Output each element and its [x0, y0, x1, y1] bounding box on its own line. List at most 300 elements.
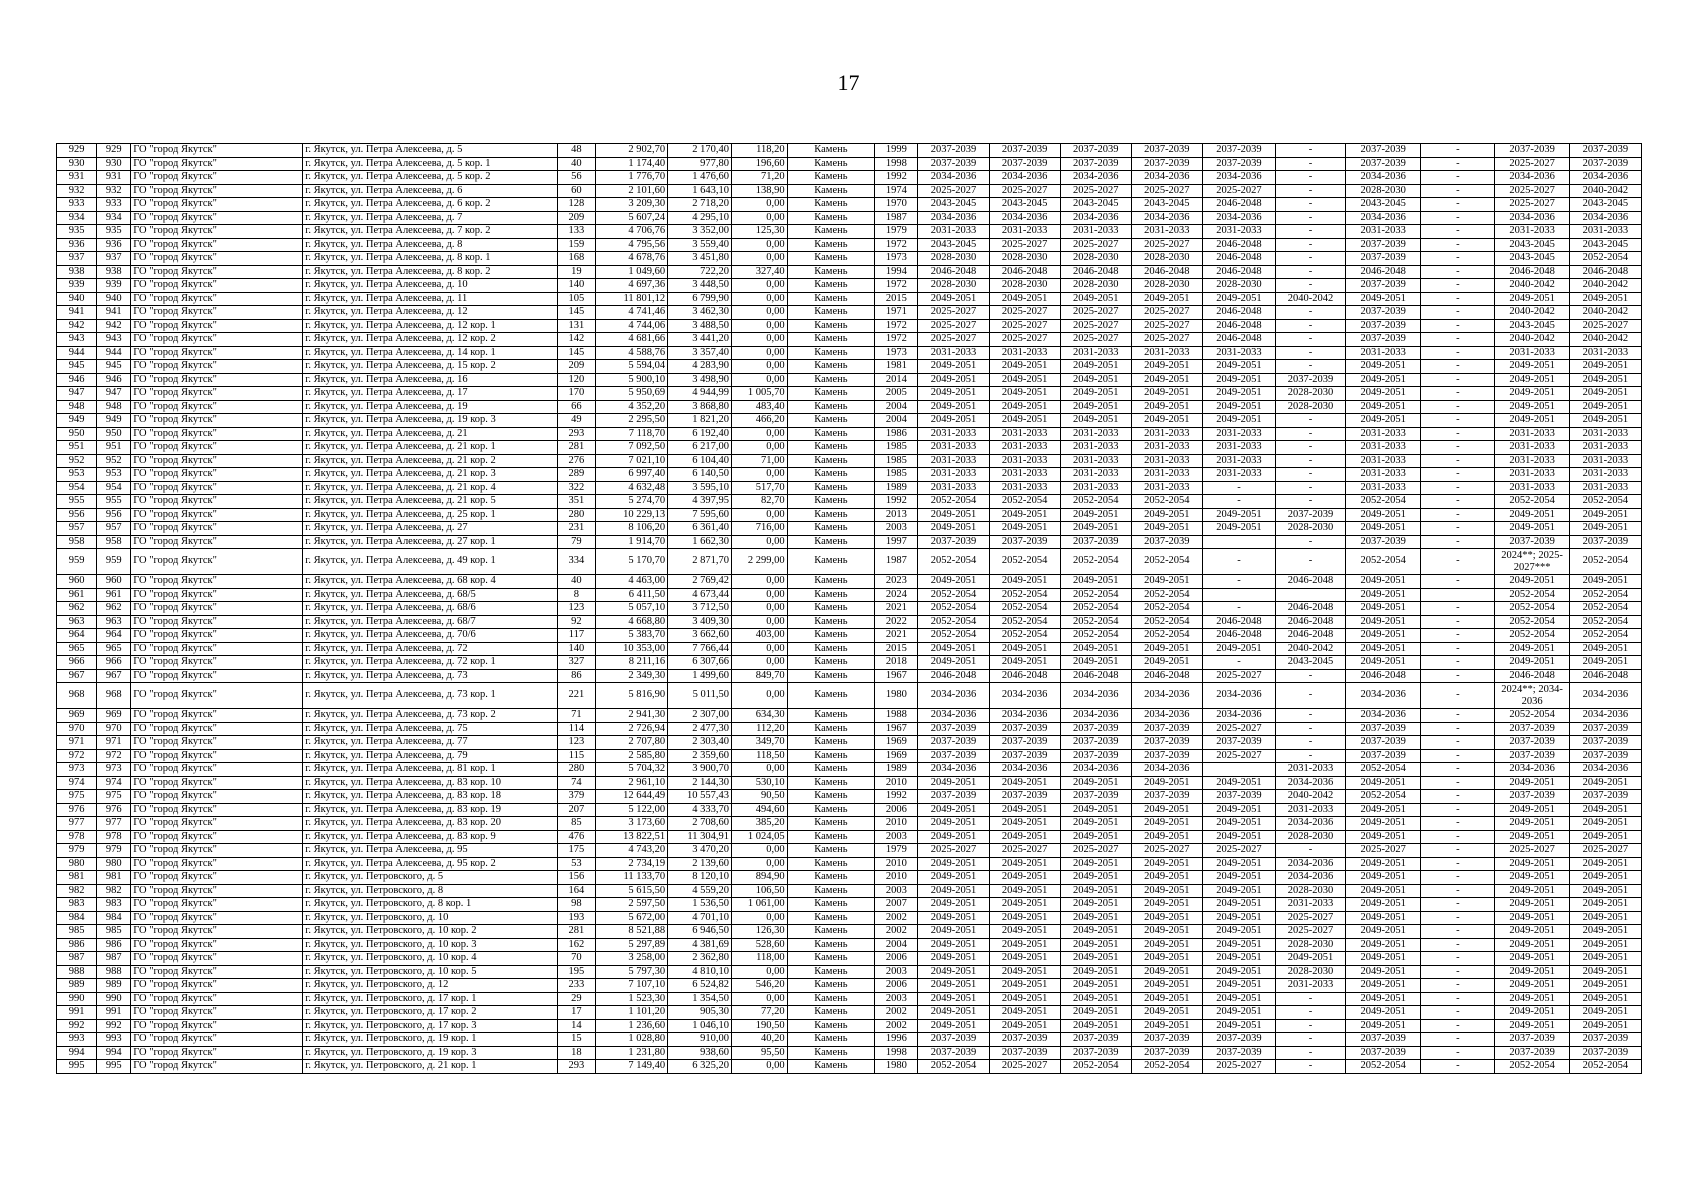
cell-period-4: 2052-2054	[1131, 629, 1202, 643]
table-row	[57, 306, 1642, 320]
cell-wall-material: Камень	[787, 722, 875, 736]
cell-municipality: ГО "город Якутск"	[131, 629, 303, 643]
cell-period-7: 2049-2051	[1346, 884, 1421, 898]
cell-period-6: 2046-2048	[1276, 602, 1346, 616]
cell-living-area: 1 354,50	[668, 992, 732, 1006]
cell-total-area: 1 776,70	[595, 171, 667, 185]
cell-period-1: 2028-2030	[918, 279, 989, 293]
cell-period-10: 2049-2051	[1569, 965, 1641, 979]
cell-period-10: 2052-2054	[1569, 588, 1641, 602]
cell-house-number: 989	[97, 979, 131, 993]
cell-period-9: 2052-2054	[1495, 629, 1569, 643]
cell-row-index: 987	[57, 952, 97, 966]
cell-year-built: 2004	[875, 414, 918, 428]
cell-house-number: 932	[97, 184, 131, 198]
table-row	[57, 171, 1642, 185]
cell-period-6: -	[1276, 1060, 1346, 1074]
cell-address: г. Якутск, ул. Петра Алексеева, д. 83 кор. 20	[303, 817, 558, 831]
cell-wall-material: Камень	[787, 575, 875, 589]
cell-period-4: 2031-2033	[1131, 468, 1202, 482]
cell-period-9: 2052-2054	[1495, 588, 1569, 602]
cell-house-number: 974	[97, 776, 131, 790]
cell-period-4: 2025-2027	[1131, 306, 1202, 320]
cell-period-3: 2046-2048	[1060, 669, 1131, 683]
cell-municipality: ГО "город Якутск"	[131, 1006, 303, 1020]
table-row	[57, 992, 1642, 1006]
cell-period-4: 2031-2033	[1131, 346, 1202, 360]
cell-wall-material: Камень	[787, 938, 875, 952]
cell-period-2: 2049-2051	[989, 373, 1060, 387]
cell-apartments: 322	[557, 481, 595, 495]
cell-period-5: 2046-2048	[1202, 252, 1275, 266]
cell-period-3: 2049-2051	[1060, 575, 1131, 589]
cell-period-2: 2052-2054	[989, 495, 1060, 509]
cell-living-area: 3 498,90	[668, 373, 732, 387]
table-row	[57, 373, 1642, 387]
cell-period-8: -	[1421, 844, 1495, 858]
cell-row-index: 946	[57, 373, 97, 387]
cell-period-6: -	[1276, 319, 1346, 333]
cell-municipality: ГО "город Якутск"	[131, 979, 303, 993]
cell-period-2: 2046-2048	[989, 265, 1060, 279]
cell-living-area: 3 451,80	[668, 252, 732, 266]
cell-total-area: 10 353,00	[595, 642, 667, 656]
cell-period-7: 2052-2054	[1346, 549, 1421, 575]
cell-row-index: 982	[57, 884, 97, 898]
cell-period-10: 2046-2048	[1569, 265, 1641, 279]
cell-period-4: 2037-2039	[1131, 790, 1202, 804]
cell-year-built: 2005	[875, 387, 918, 401]
cell-living-area: 1 046,10	[668, 1019, 732, 1033]
cell-apartments: 79	[557, 535, 595, 549]
cell-period-7: 2049-2051	[1346, 656, 1421, 670]
cell-period-7: 2049-2051	[1346, 575, 1421, 589]
cell-period-8: -	[1421, 427, 1495, 441]
cell-period-3: 2052-2054	[1060, 495, 1131, 509]
cell-period-5: 2031-2033	[1202, 441, 1275, 455]
cell-period-1: 2049-2051	[918, 911, 989, 925]
table-row	[57, 683, 1642, 709]
cell-house-number: 995	[97, 1060, 131, 1074]
cell-year-built: 1986	[875, 427, 918, 441]
cell-period-5	[1202, 535, 1275, 549]
cell-address: г. Якутск, ул. Петра Алексеева, д. 19 кор. 3	[303, 414, 558, 428]
cell-period-1: 2025-2027	[918, 319, 989, 333]
cell-house-number: 935	[97, 225, 131, 239]
cell-period-2: 2025-2027	[989, 238, 1060, 252]
cell-apartments: 140	[557, 279, 595, 293]
cell-period-10: 2049-2051	[1569, 292, 1641, 306]
table-row	[57, 979, 1642, 993]
cell-period-2: 2049-2051	[989, 979, 1060, 993]
cell-period-3: 2034-2036	[1060, 171, 1131, 185]
cell-period-6: -	[1276, 211, 1346, 225]
cell-period-9: 2031-2033	[1495, 454, 1569, 468]
cell-apartments: 117	[557, 629, 595, 643]
cell-total-area: 3 209,30	[595, 198, 667, 212]
cell-period-5: 2025-2027	[1202, 1060, 1275, 1074]
cell-period-5: 2046-2048	[1202, 629, 1275, 643]
cell-nonliving-area: 0,00	[731, 373, 787, 387]
cell-wall-material: Камень	[787, 225, 875, 239]
cell-house-number: 954	[97, 481, 131, 495]
cell-period-8: -	[1421, 979, 1495, 993]
cell-period-8: -	[1421, 683, 1495, 709]
table-row	[57, 292, 1642, 306]
cell-period-5: 2049-2051	[1202, 952, 1275, 966]
cell-period-2: 2031-2033	[989, 481, 1060, 495]
cell-period-10: 2034-2036	[1569, 171, 1641, 185]
cell-period-4: 2025-2027	[1131, 333, 1202, 347]
cell-apartments: 92	[557, 615, 595, 629]
cell-living-area: 4 810,10	[668, 965, 732, 979]
cell-house-number: 940	[97, 292, 131, 306]
cell-row-index: 945	[57, 360, 97, 374]
cell-period-8: -	[1421, 441, 1495, 455]
cell-period-8: -	[1421, 830, 1495, 844]
cell-house-number: 984	[97, 911, 131, 925]
cell-period-5: 2049-2051	[1202, 911, 1275, 925]
table-row	[57, 400, 1642, 414]
cell-period-5: 2034-2036	[1202, 171, 1275, 185]
cell-period-8: -	[1421, 1046, 1495, 1060]
cell-living-area: 4 397,95	[668, 495, 732, 509]
cell-municipality: ГО "город Якутск"	[131, 198, 303, 212]
cell-row-index: 959	[57, 549, 97, 575]
cell-period-6: -	[1276, 1033, 1346, 1047]
cell-nonliving-area: 528,60	[731, 938, 787, 952]
cell-period-5: 2031-2033	[1202, 454, 1275, 468]
cell-period-10: 2052-2054	[1569, 549, 1641, 575]
cell-period-7: 2049-2051	[1346, 387, 1421, 401]
cell-municipality: ГО "город Якутск"	[131, 656, 303, 670]
cell-wall-material: Камень	[787, 979, 875, 993]
cell-row-index: 983	[57, 898, 97, 912]
cell-period-6: 2046-2048	[1276, 629, 1346, 643]
cell-period-9: 2052-2054	[1495, 602, 1569, 616]
cell-period-3: 2052-2054	[1060, 549, 1131, 575]
cell-total-area: 5 950,69	[595, 387, 667, 401]
cell-period-4: 2049-2051	[1131, 776, 1202, 790]
cell-municipality: ГО "город Якутск"	[131, 722, 303, 736]
cell-nonliving-area: 0,00	[731, 319, 787, 333]
cell-period-8: -	[1421, 319, 1495, 333]
cell-period-6: -	[1276, 157, 1346, 171]
cell-period-6: -	[1276, 441, 1346, 455]
cell-municipality: ГО "город Якутск"	[131, 225, 303, 239]
cell-nonliving-area: 517,70	[731, 481, 787, 495]
cell-period-1: 2049-2051	[918, 965, 989, 979]
cell-house-number: 934	[97, 211, 131, 225]
cell-period-2: 2049-2051	[989, 656, 1060, 670]
cell-house-number: 993	[97, 1033, 131, 1047]
table-row	[57, 1019, 1642, 1033]
cell-apartments: 221	[557, 683, 595, 709]
cell-period-3: 2037-2039	[1060, 736, 1131, 750]
cell-row-index: 985	[57, 925, 97, 939]
cell-period-1: 2049-2051	[918, 776, 989, 790]
cell-period-4: 2031-2033	[1131, 481, 1202, 495]
cell-period-1: 2049-2051	[918, 575, 989, 589]
cell-wall-material: Камень	[787, 602, 875, 616]
cell-address: г. Якутск, ул. Петровского, д. 19 кор. 3	[303, 1046, 558, 1060]
cell-period-10: 2031-2033	[1569, 454, 1641, 468]
cell-wall-material: Камень	[787, 508, 875, 522]
cell-period-3: 2052-2054	[1060, 588, 1131, 602]
cell-period-2: 2037-2039	[989, 157, 1060, 171]
table-row	[57, 508, 1642, 522]
cell-period-10: 2031-2033	[1569, 427, 1641, 441]
cell-wall-material: Камень	[787, 360, 875, 374]
cell-period-7: 2037-2039	[1346, 238, 1421, 252]
cell-nonliving-area: 1 061,00	[731, 898, 787, 912]
cell-period-7: 2037-2039	[1346, 749, 1421, 763]
cell-municipality: ГО "город Якутск"	[131, 709, 303, 723]
cell-address: г. Якутск, ул. Петра Алексеева, д. 15 кор. 2	[303, 360, 558, 374]
cell-period-8: -	[1421, 225, 1495, 239]
cell-wall-material: Камень	[787, 427, 875, 441]
cell-period-2: 2031-2033	[989, 454, 1060, 468]
cell-row-index: 935	[57, 225, 97, 239]
cell-period-1: 2025-2027	[918, 306, 989, 320]
cell-apartments: 162	[557, 938, 595, 952]
cell-year-built: 2018	[875, 656, 918, 670]
cell-nonliving-area: 0,00	[731, 656, 787, 670]
cell-period-1: 2049-2051	[918, 938, 989, 952]
cell-house-number: 939	[97, 279, 131, 293]
cell-period-5: 2031-2033	[1202, 427, 1275, 441]
cell-total-area: 3 258,00	[595, 952, 667, 966]
cell-period-10: 2049-2051	[1569, 414, 1641, 428]
cell-period-6: -	[1276, 535, 1346, 549]
cell-period-6: -	[1276, 360, 1346, 374]
cell-period-6: -	[1276, 468, 1346, 482]
cell-address: г. Якутск, ул. Петра Алексеева, д. 16	[303, 373, 558, 387]
cell-period-10: 2040-2042	[1569, 184, 1641, 198]
cell-year-built: 1989	[875, 481, 918, 495]
cell-municipality: ГО "город Якутск"	[131, 1060, 303, 1074]
cell-wall-material: Камень	[787, 468, 875, 482]
cell-period-2: 2031-2033	[989, 427, 1060, 441]
cell-period-5: 2049-2051	[1202, 360, 1275, 374]
cell-row-index: 995	[57, 1060, 97, 1074]
table-row	[57, 1033, 1642, 1047]
cell-nonliving-area: 90,50	[731, 790, 787, 804]
cell-period-1: 2031-2033	[918, 454, 989, 468]
cell-period-7: 2049-2051	[1346, 508, 1421, 522]
cell-period-6: 2031-2033	[1276, 803, 1346, 817]
cell-period-4: 2049-2051	[1131, 373, 1202, 387]
cell-address: г. Якутск, ул. Петровского, д. 17 кор. 2	[303, 1006, 558, 1020]
cell-period-9: 2025-2027	[1495, 844, 1569, 858]
cell-total-area: 4 678,76	[595, 252, 667, 266]
cell-period-10: 2049-2051	[1569, 1006, 1641, 1020]
cell-period-7: 2037-2039	[1346, 144, 1421, 158]
cell-period-1: 2031-2033	[918, 481, 989, 495]
table-row	[57, 965, 1642, 979]
cell-period-5: 2049-2051	[1202, 292, 1275, 306]
cell-period-7: 2046-2048	[1346, 265, 1421, 279]
cell-period-1: 2049-2051	[918, 508, 989, 522]
cell-period-9: 2049-2051	[1495, 979, 1569, 993]
cell-wall-material: Камень	[787, 1006, 875, 1020]
cell-address: г. Якутск, ул. Петровского, д. 10 кор. 3	[303, 938, 558, 952]
cell-period-2: 2049-2051	[989, 642, 1060, 656]
cell-total-area: 2 902,70	[595, 144, 667, 158]
cell-address: г. Якутск, ул. Петра Алексеева, д. 83 кор. 19	[303, 803, 558, 817]
cell-living-area: 6 325,20	[668, 1060, 732, 1074]
cell-apartments: 280	[557, 508, 595, 522]
cell-municipality: ГО "город Якутск"	[131, 211, 303, 225]
cell-period-7: 2049-2051	[1346, 911, 1421, 925]
cell-period-2: 2037-2039	[989, 749, 1060, 763]
cell-period-9: 2049-2051	[1495, 898, 1569, 912]
cell-living-area: 2 708,60	[668, 817, 732, 831]
cell-living-area: 4 333,70	[668, 803, 732, 817]
cell-period-6: -	[1276, 414, 1346, 428]
cell-period-6: 2028-2030	[1276, 387, 1346, 401]
cell-total-area: 5 900,10	[595, 373, 667, 387]
cell-address: г. Якутск, ул. Петра Алексеева, д. 27 кор. 1	[303, 535, 558, 549]
table-row	[57, 871, 1642, 885]
cell-period-3: 2052-2054	[1060, 629, 1131, 643]
cell-period-1: 2049-2051	[918, 952, 989, 966]
cell-apartments: 164	[557, 884, 595, 898]
cell-total-area: 4 706,76	[595, 225, 667, 239]
cell-period-5: 2049-2051	[1202, 938, 1275, 952]
cell-period-8: -	[1421, 306, 1495, 320]
cell-municipality: ГО "город Якутск"	[131, 803, 303, 817]
cell-address: г. Якутск, ул. Петра Алексеева, д. 7	[303, 211, 558, 225]
cell-apartments: 70	[557, 952, 595, 966]
cell-municipality: ГО "город Якутск"	[131, 346, 303, 360]
cell-address: г. Якутск, ул. Петра Алексеева, д. 8 кор. 1	[303, 252, 558, 266]
cell-period-5: 2049-2051	[1202, 508, 1275, 522]
cell-period-5: -	[1202, 575, 1275, 589]
cell-period-8: -	[1421, 1060, 1495, 1074]
cell-period-10: 2049-2051	[1569, 911, 1641, 925]
cell-row-index: 958	[57, 535, 97, 549]
table-row	[57, 776, 1642, 790]
cell-year-built: 1972	[875, 319, 918, 333]
cell-nonliving-area: 1 005,70	[731, 387, 787, 401]
cell-period-5: 2025-2027	[1202, 749, 1275, 763]
cell-period-4: 2037-2039	[1131, 722, 1202, 736]
table-row	[57, 911, 1642, 925]
cell-period-10: 2037-2039	[1569, 1033, 1641, 1047]
cell-house-number: 942	[97, 319, 131, 333]
cell-municipality: ГО "город Якутск"	[131, 763, 303, 777]
cell-period-2: 2028-2030	[989, 279, 1060, 293]
cell-period-6: 2025-2027	[1276, 925, 1346, 939]
table-row	[57, 830, 1642, 844]
table-row	[57, 387, 1642, 401]
cell-living-area: 2 362,80	[668, 952, 732, 966]
cell-row-index: 949	[57, 414, 97, 428]
cell-address: г. Якутск, ул. Петровского, д. 8	[303, 884, 558, 898]
cell-period-9: 2049-2051	[1495, 817, 1569, 831]
cell-address: г. Якутск, ул. Петра Алексеева, д. 6 кор. 2	[303, 198, 558, 212]
cell-period-7: 2031-2033	[1346, 441, 1421, 455]
cell-period-7: 2052-2054	[1346, 495, 1421, 509]
cell-house-number: 949	[97, 414, 131, 428]
cell-total-area: 4 588,76	[595, 346, 667, 360]
cell-wall-material: Камень	[787, 535, 875, 549]
cell-period-7: 2049-2051	[1346, 965, 1421, 979]
cell-period-1: 2025-2027	[918, 333, 989, 347]
cell-municipality: ГО "город Якутск"	[131, 602, 303, 616]
cell-wall-material: Камень	[787, 965, 875, 979]
cell-municipality: ГО "город Якутск"	[131, 171, 303, 185]
cell-period-3: 2049-2051	[1060, 857, 1131, 871]
cell-period-2: 2031-2033	[989, 468, 1060, 482]
cell-total-area: 2 941,30	[595, 709, 667, 723]
cell-period-3: 2049-2051	[1060, 373, 1131, 387]
cell-period-3: 2031-2033	[1060, 346, 1131, 360]
cell-period-9: 2031-2033	[1495, 346, 1569, 360]
cell-year-built: 2010	[875, 857, 918, 871]
cell-row-index: 964	[57, 629, 97, 643]
cell-period-9: 2034-2036	[1495, 763, 1569, 777]
cell-address: г. Якутск, ул. Петра Алексеева, д. 73	[303, 669, 558, 683]
cell-year-built: 1979	[875, 844, 918, 858]
cell-nonliving-area: 0,00	[731, 441, 787, 455]
cell-living-area: 7 595,60	[668, 508, 732, 522]
cell-period-8: -	[1421, 535, 1495, 549]
cell-period-1: 2037-2039	[918, 1033, 989, 1047]
cell-municipality: ГО "город Якутск"	[131, 252, 303, 266]
cell-address: г. Якутск, ул. Петровского, д. 10	[303, 911, 558, 925]
cell-period-10: 2049-2051	[1569, 575, 1641, 589]
cell-house-number: 961	[97, 588, 131, 602]
cell-period-10: 2037-2039	[1569, 144, 1641, 158]
cell-period-7: 2034-2036	[1346, 709, 1421, 723]
cell-house-number: 994	[97, 1046, 131, 1060]
cell-apartments: 281	[557, 925, 595, 939]
cell-period-3: 2025-2027	[1060, 184, 1131, 198]
table-row	[57, 535, 1642, 549]
cell-total-area: 1 523,30	[595, 992, 667, 1006]
table-row	[57, 252, 1642, 266]
table-row	[57, 736, 1642, 750]
cell-period-1: 2034-2036	[918, 763, 989, 777]
cell-living-area: 6 946,50	[668, 925, 732, 939]
cell-period-8: -	[1421, 871, 1495, 885]
cell-period-1: 2049-2051	[918, 387, 989, 401]
cell-period-4: 2049-2051	[1131, 911, 1202, 925]
cell-period-8: -	[1421, 642, 1495, 656]
cell-address: г. Якутск, ул. Петра Алексеева, д. 73 кор. 1	[303, 683, 558, 709]
cell-period-5: 2049-2051	[1202, 522, 1275, 536]
cell-period-7: 2049-2051	[1346, 642, 1421, 656]
cell-period-8: -	[1421, 602, 1495, 616]
cell-period-9: 2049-2051	[1495, 830, 1569, 844]
cell-period-6: 2049-2051	[1276, 952, 1346, 966]
cell-address: г. Якутск, ул. Петра Алексеева, д. 12	[303, 306, 558, 320]
cell-municipality: ГО "город Якутск"	[131, 157, 303, 171]
cell-row-index: 942	[57, 319, 97, 333]
cell-row-index: 963	[57, 615, 97, 629]
cell-nonliving-area: 0,00	[731, 427, 787, 441]
cell-period-10: 2052-2054	[1569, 252, 1641, 266]
cell-period-5: 2049-2051	[1202, 871, 1275, 885]
cell-address: г. Якутск, ул. Петра Алексеева, д. 21 кор. 2	[303, 454, 558, 468]
cell-period-2: 2037-2039	[989, 790, 1060, 804]
cell-period-5: 2037-2039	[1202, 1033, 1275, 1047]
cell-period-1: 2049-2051	[918, 830, 989, 844]
cell-period-2: 2049-2051	[989, 360, 1060, 374]
cell-period-9: 2049-2051	[1495, 360, 1569, 374]
